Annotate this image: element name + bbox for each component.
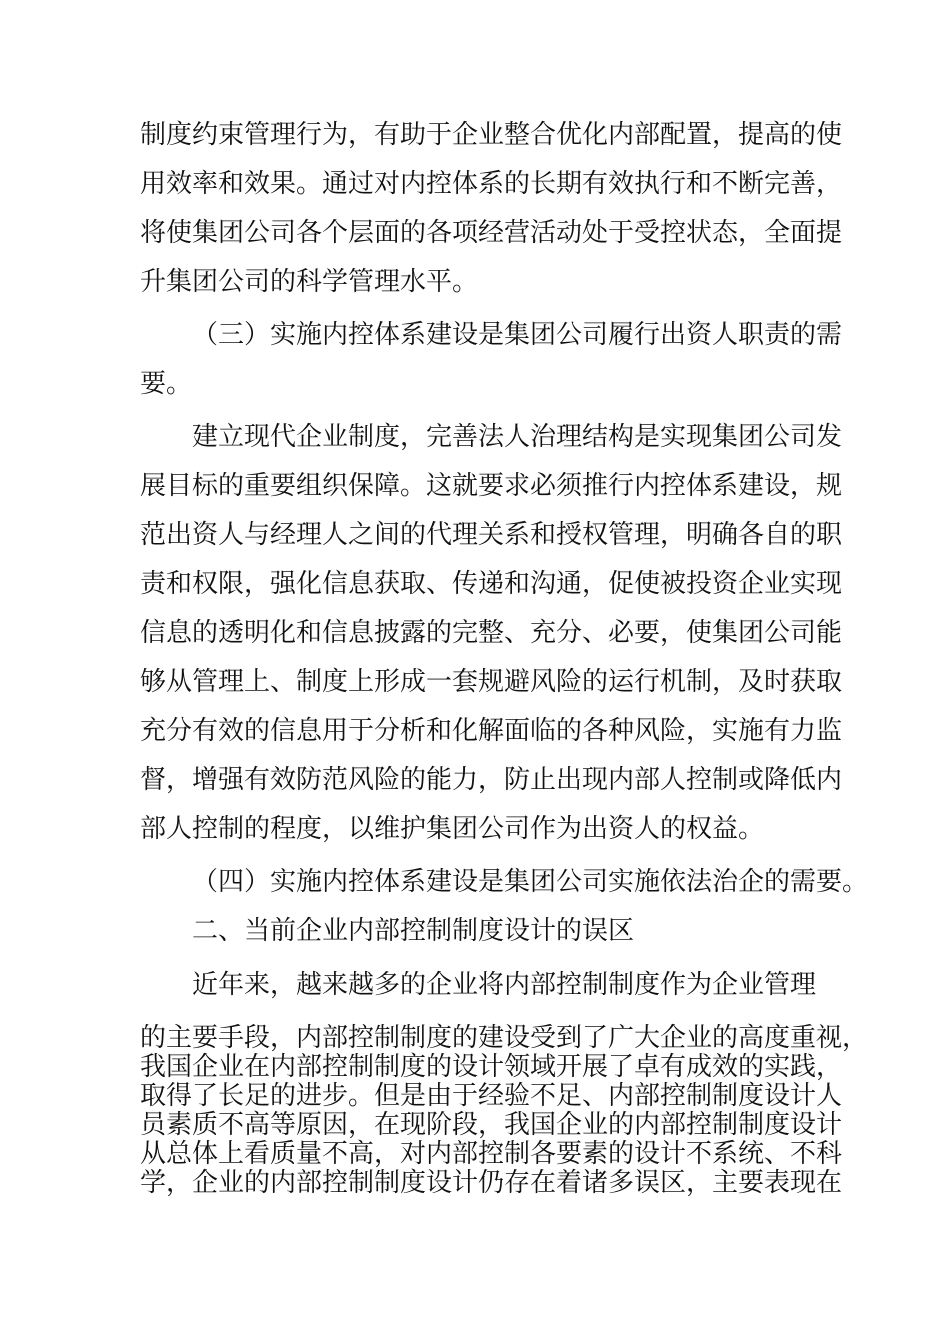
text-line-20: 我国企业在内部控制制度的设计领域开展了卓有成效的实践， [140, 1052, 843, 1082]
text-line-13: 充分有效的信息用于分析和化解面临的各种风险，实施有力监 [140, 716, 843, 746]
text-line-15: 部人控制的程度，以维护集团公司作为出资人的权益。 [140, 814, 765, 844]
section-heading-3: （三）实施内控体系建设是集团公司履行出资人职责的需 [192, 320, 843, 350]
text-line-8: 展目标的重要组织保障。这就要求必须推行内控体系建设，规 [140, 471, 843, 501]
text-line-6: 要。 [140, 369, 193, 399]
text-line-4: 升集团公司的科学管理水平。 [140, 267, 479, 297]
text-line-18: 近年来，越来越多的企业将内部控制制度作为企业管理 [192, 970, 817, 1000]
text-line-11: 信息的透明化和信息披露的完整、充分、必要，使集团公司能 [140, 618, 843, 648]
text-line-9: 范出资人与经理人之间的代理关系和授权管理，明确各自的职 [140, 520, 843, 550]
text-line-3: 将使集团公司各个层面的各项经营活动处于受控状态，全面提 [140, 218, 843, 248]
text-line-21: 取得了长足的进步。但是由于经验不足、内部控制制度设计人 [140, 1081, 843, 1111]
text-line-24: 学，企业的内部控制制度设计仍存在着诸多误区，主要表现在 [140, 1168, 843, 1198]
text-line-10: 责和权限，强化信息获取、传递和沟通，促使被投资企业实现 [140, 569, 843, 599]
text-line-7: 建立现代企业制度，完善法人治理结构是实现集团公司发 [192, 422, 843, 452]
text-line-2: 用效率和效果。通过对内控体系的长期有效执行和不断完善， [140, 169, 843, 199]
section-heading-4: （四）实施内控体系建设是集团公司实施依法治企的需要。 [192, 867, 869, 897]
chapter-heading-2: 二、当前企业内部控制制度设计的误区 [192, 916, 635, 946]
text-line-23: 从总体上看质量不高，对内部控制各要素的设计不系统、不科 [140, 1139, 843, 1169]
text-line-12: 够从管理上、制度上形成一套规避风险的运行机制，及时获取 [140, 667, 843, 697]
text-line-14: 督，增强有效防范风险的能力，防止出现内部人控制或降低内 [140, 765, 843, 795]
text-line-1: 制度约束管理行为，有助于企业整合优化内部配置，提高的使 [140, 120, 843, 150]
text-line-22: 员素质不高等原因，在现阶段，我国企业的内部控制制度设计 [140, 1110, 843, 1140]
text-line-19: 的主要手段，内部控制制度的建设受到了广大企业的高度重视， [140, 1023, 869, 1053]
